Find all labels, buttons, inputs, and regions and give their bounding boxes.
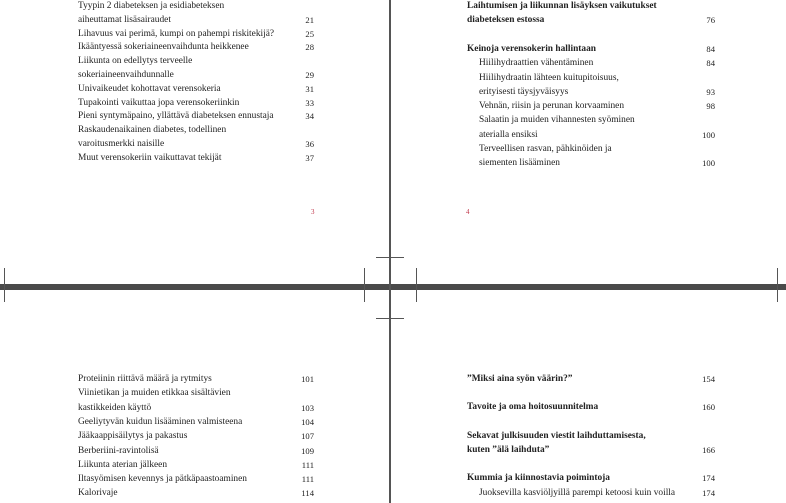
vertical-divider-line: [389, 0, 391, 503]
toc-entry-text: Raskaudenaikainen diabetes, todellinen: [78, 125, 227, 136]
toc-entry-text: Sekavat julkisuuden viestit laihduttamisesta,: [467, 430, 646, 441]
toc-entry-page: 174: [702, 487, 715, 498]
toc-entry-text: Laihtumisen ja liikunnan lisäyksen vaikutukset: [467, 1, 657, 11]
toc-entry-page: 84: [706, 58, 715, 69]
toc-entry-text: varoitusmerkki naisille: [78, 139, 165, 149]
toc-entry-text: Hiilihydraatin lähteen kuitupitoisuus,: [479, 72, 619, 83]
toc-entry-page: 166: [702, 444, 715, 455]
toc-entry-page: 160: [702, 402, 715, 413]
toc-entry-page: 34: [305, 111, 314, 122]
toc-entry-page: 103: [301, 402, 314, 413]
toc-entry-text: Geeliytyvän kuidun lisääminen valmisteena: [78, 416, 243, 427]
toc-entry-page: 37: [305, 152, 314, 163]
toc-entry-page: 107: [301, 431, 314, 442]
toc-entry-text: kuten ”älä laihduta”: [467, 444, 550, 455]
toc-entry-text: Iltasyömisen kevennys ja pätkäpaastoaminen: [78, 474, 247, 485]
toc-entry-page: 93: [706, 86, 715, 97]
toc-entry-text: aiheuttamat lisäsairaudet: [78, 14, 171, 25]
toc-entry-page: 100: [702, 129, 715, 140]
toc-entry-text: aterialla ensiksi: [479, 129, 538, 140]
toc-entry-text: Pieni syntymäpaino, yllättävä diabeteksen ennustaja: [78, 111, 274, 122]
crop-mark: [376, 257, 404, 258]
toc-entry-page: 29: [305, 70, 314, 80]
toc-entry-text: Jääkaappisäilytys ja pakastus: [78, 431, 188, 442]
crop-mark: [364, 268, 365, 302]
toc-entry-text: Univaikeudet kohottavat verensokeria: [78, 83, 221, 94]
page-number: 3: [311, 208, 315, 216]
toc-entry-text: Terveellisen rasvan, pähkinöiden ja: [479, 144, 612, 154]
toc-entry-text: Hiilihydraattien vähentäminen: [479, 58, 594, 69]
toc-entry-text: Kalorivaje: [78, 488, 118, 499]
toc-entry-text: ”Miksi aina syön väärin?”: [467, 374, 573, 384]
toc-entry-page: 25: [305, 28, 314, 39]
horizontal-divider-band: [0, 284, 786, 290]
page-number: 4: [466, 208, 470, 216]
toc-entry-page: 109: [301, 445, 314, 456]
toc-entry-page: 100: [702, 158, 715, 169]
toc-entry-text: erityisesti täysjyväisyys: [479, 86, 569, 97]
toc-entry-page: 114: [301, 488, 314, 499]
crop-mark: [777, 268, 778, 302]
toc-entry-text: Kummia ja kiinnostavia poimintoja: [467, 473, 610, 484]
toc-entry-text: Juoksevilla kasviöljyillä parempi ketoosi kuin voilla: [479, 487, 676, 498]
toc-entry-text: Liikunta on edellytys terveelle: [78, 56, 193, 67]
crop-mark: [4, 268, 5, 302]
crop-mark: [376, 318, 404, 319]
toc-entry-page: 111: [301, 474, 314, 485]
toc-entry-text: Muut verensokeriin vaikuttavat tekijät: [78, 152, 222, 163]
crop-mark: [416, 268, 417, 302]
toc-entry-page: 33: [305, 97, 314, 108]
toc-entry-text: siementen lisääminen: [479, 158, 560, 169]
toc-entry-page: 31: [305, 83, 314, 94]
toc-entry-text: Keinoja verensokerin hallintaan: [467, 43, 597, 54]
toc-entry-page: 154: [702, 374, 715, 384]
toc-entry-text: kastikkeiden käyttö: [78, 402, 152, 413]
toc-entry-text: diabeteksen estossa: [467, 15, 545, 26]
toc-entry-text: Berberiini-ravintolisä: [78, 445, 159, 456]
toc-entry-text: Proteiinin riittävä määrä ja rytmitys: [78, 374, 212, 384]
toc-entry-page: 98: [706, 101, 715, 112]
toc-entry-text: Tyypin 2 diabeteksen ja esidiabeteksen: [78, 1, 225, 11]
toc-entry-text: Tupakointi vaikuttaa jopa verensokeriinkin: [78, 97, 240, 108]
toc-entry-page: 104: [301, 416, 314, 427]
toc-entry-text: Ikääntyessä sokeriaineenvaihdunta heikkenee: [78, 42, 249, 53]
toc-entry-text: Viinietikan ja muiden etikkaa sisältävien: [78, 388, 231, 399]
toc-entry-page: 111: [301, 459, 314, 470]
toc-entry-text: Salaatin ja muiden vihannesten syöminen: [479, 115, 635, 126]
toc-entry-text: sokeriaineenvaihdunnalle: [78, 70, 174, 80]
toc-entry-text: Lihavuus vai perimä, kumpi on pahempi riskitekijä?: [78, 28, 275, 39]
toc-entry-text: Liikunta aterian jälkeen: [78, 459, 168, 470]
toc-entry-page: 174: [702, 473, 715, 484]
toc-entry-page: 36: [305, 139, 314, 149]
toc-entry-text: Vehnän, riisin ja perunan korvaaminen: [479, 101, 625, 112]
toc-entry-page: 84: [706, 43, 715, 54]
toc-entry-text: Tavoite ja oma hoitosuunnitelma: [467, 402, 599, 413]
toc-entry-page: 76: [706, 15, 715, 26]
toc-entry-page: 28: [305, 42, 314, 53]
toc-entry-page: 21: [305, 14, 314, 25]
toc-entry-page: 101: [301, 374, 314, 384]
